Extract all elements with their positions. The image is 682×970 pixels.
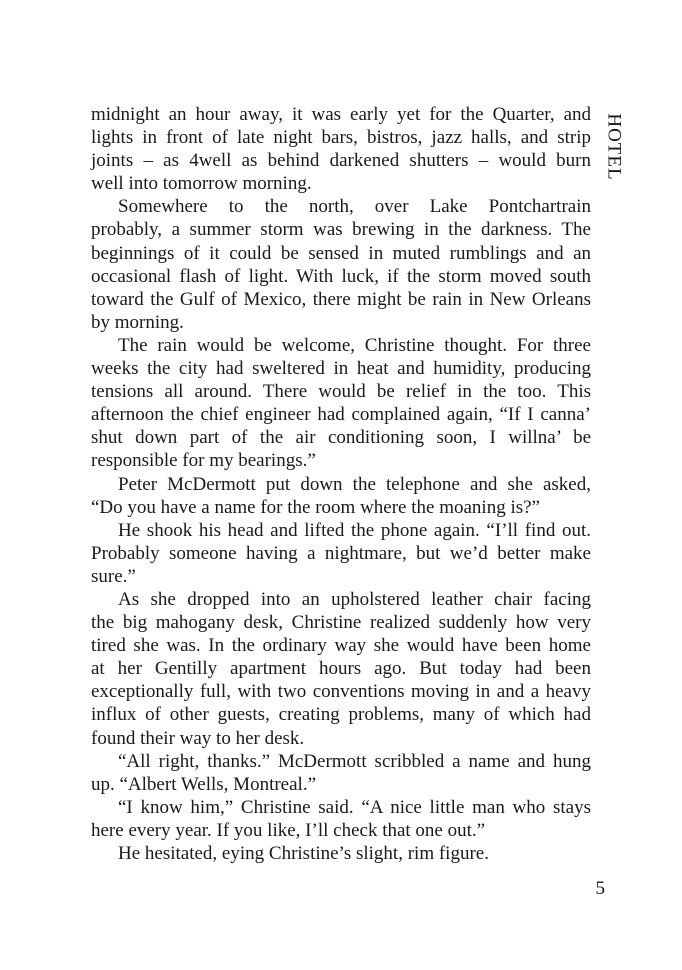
text-line: tensions all around. There would be relief in the too. This [91,381,591,403]
text-line: As she dropped into an upholstered leather chair facing [118,588,591,610]
text-line: exceptionally full, with two conventions moving in and a heavy [91,681,591,703]
text-line: Peter McDermott put down the telephone and she asked, [118,473,591,495]
text-line: lights in front of late night bars, bistros, jazz halls, and strip [91,127,591,149]
text-line: “Do you have a name for the room where the moaning is?” [91,496,540,518]
text-line: responsible for my bearings.” [91,450,316,472]
text-line: at her Gentilly apartment hours ago. But today had been [91,658,591,680]
text-line: shut down part of the air conditioning soon, I willna’ be [91,427,591,449]
text-line: He shook his head and lifted the phone again. “I’ll find out. [118,519,591,541]
text-line: weeks the city had sweltered in heat and humidity, producing [91,358,591,380]
text-line: Probably someone having a nightmare, but we’d better make [91,542,591,564]
text-line: “All right, thanks.” McDermott scribbled a name and hung [118,750,591,772]
text-line: tired she was. In the ordinary way she would have been home [91,635,591,657]
running-head-text: HOTEL [604,113,626,181]
text-line: by morning. [91,311,184,333]
text-line: The rain would be welcome, Christine thought. For three [118,334,591,356]
text-line: up. “Albert Wells, Montreal.” [91,773,317,795]
text-line: Somewhere to the north, over Lake Pontchartrain [118,196,591,218]
text-line: occasional flash of light. With luck, if the storm moved south [91,265,591,287]
text-line: beginnings of it could be sensed in muted rumblings and an [91,242,591,264]
running-head [603,104,625,190]
text-line: found their way to her desk. [91,727,305,749]
text-line: influx of other guests, creating problems, many of which had [91,704,591,726]
text-line: He hesitated, eying Christine’s slight, rim figure. [118,843,489,864]
body-text [91,103,591,865]
text-line: toward the Gulf of Mexico, there might be rain in New Orleans [91,288,591,310]
text-line: here every year. If you like, I’ll check that one out.” [91,819,486,841]
text-line: probably, a summer storm was brewing in the darkness. The [91,219,591,241]
text-line: well into tomorrow morning. [91,173,312,195]
text-line: “I know him,” Christine said. “A nice little man who stays [118,796,591,818]
text-line: the big mahogany desk, Christine realized suddenly how very [91,612,591,634]
text-line: afternoon the chief engineer had complained again, “If I canna’ [91,404,591,426]
text-line: sure.” [91,565,136,587]
page-number: 5 [595,878,605,899]
text-line: midnight an hour away, it was early yet for the Quarter, and [91,104,591,125]
text-line: joints – as 4well as behind darkened shutters – would burn [91,150,591,172]
